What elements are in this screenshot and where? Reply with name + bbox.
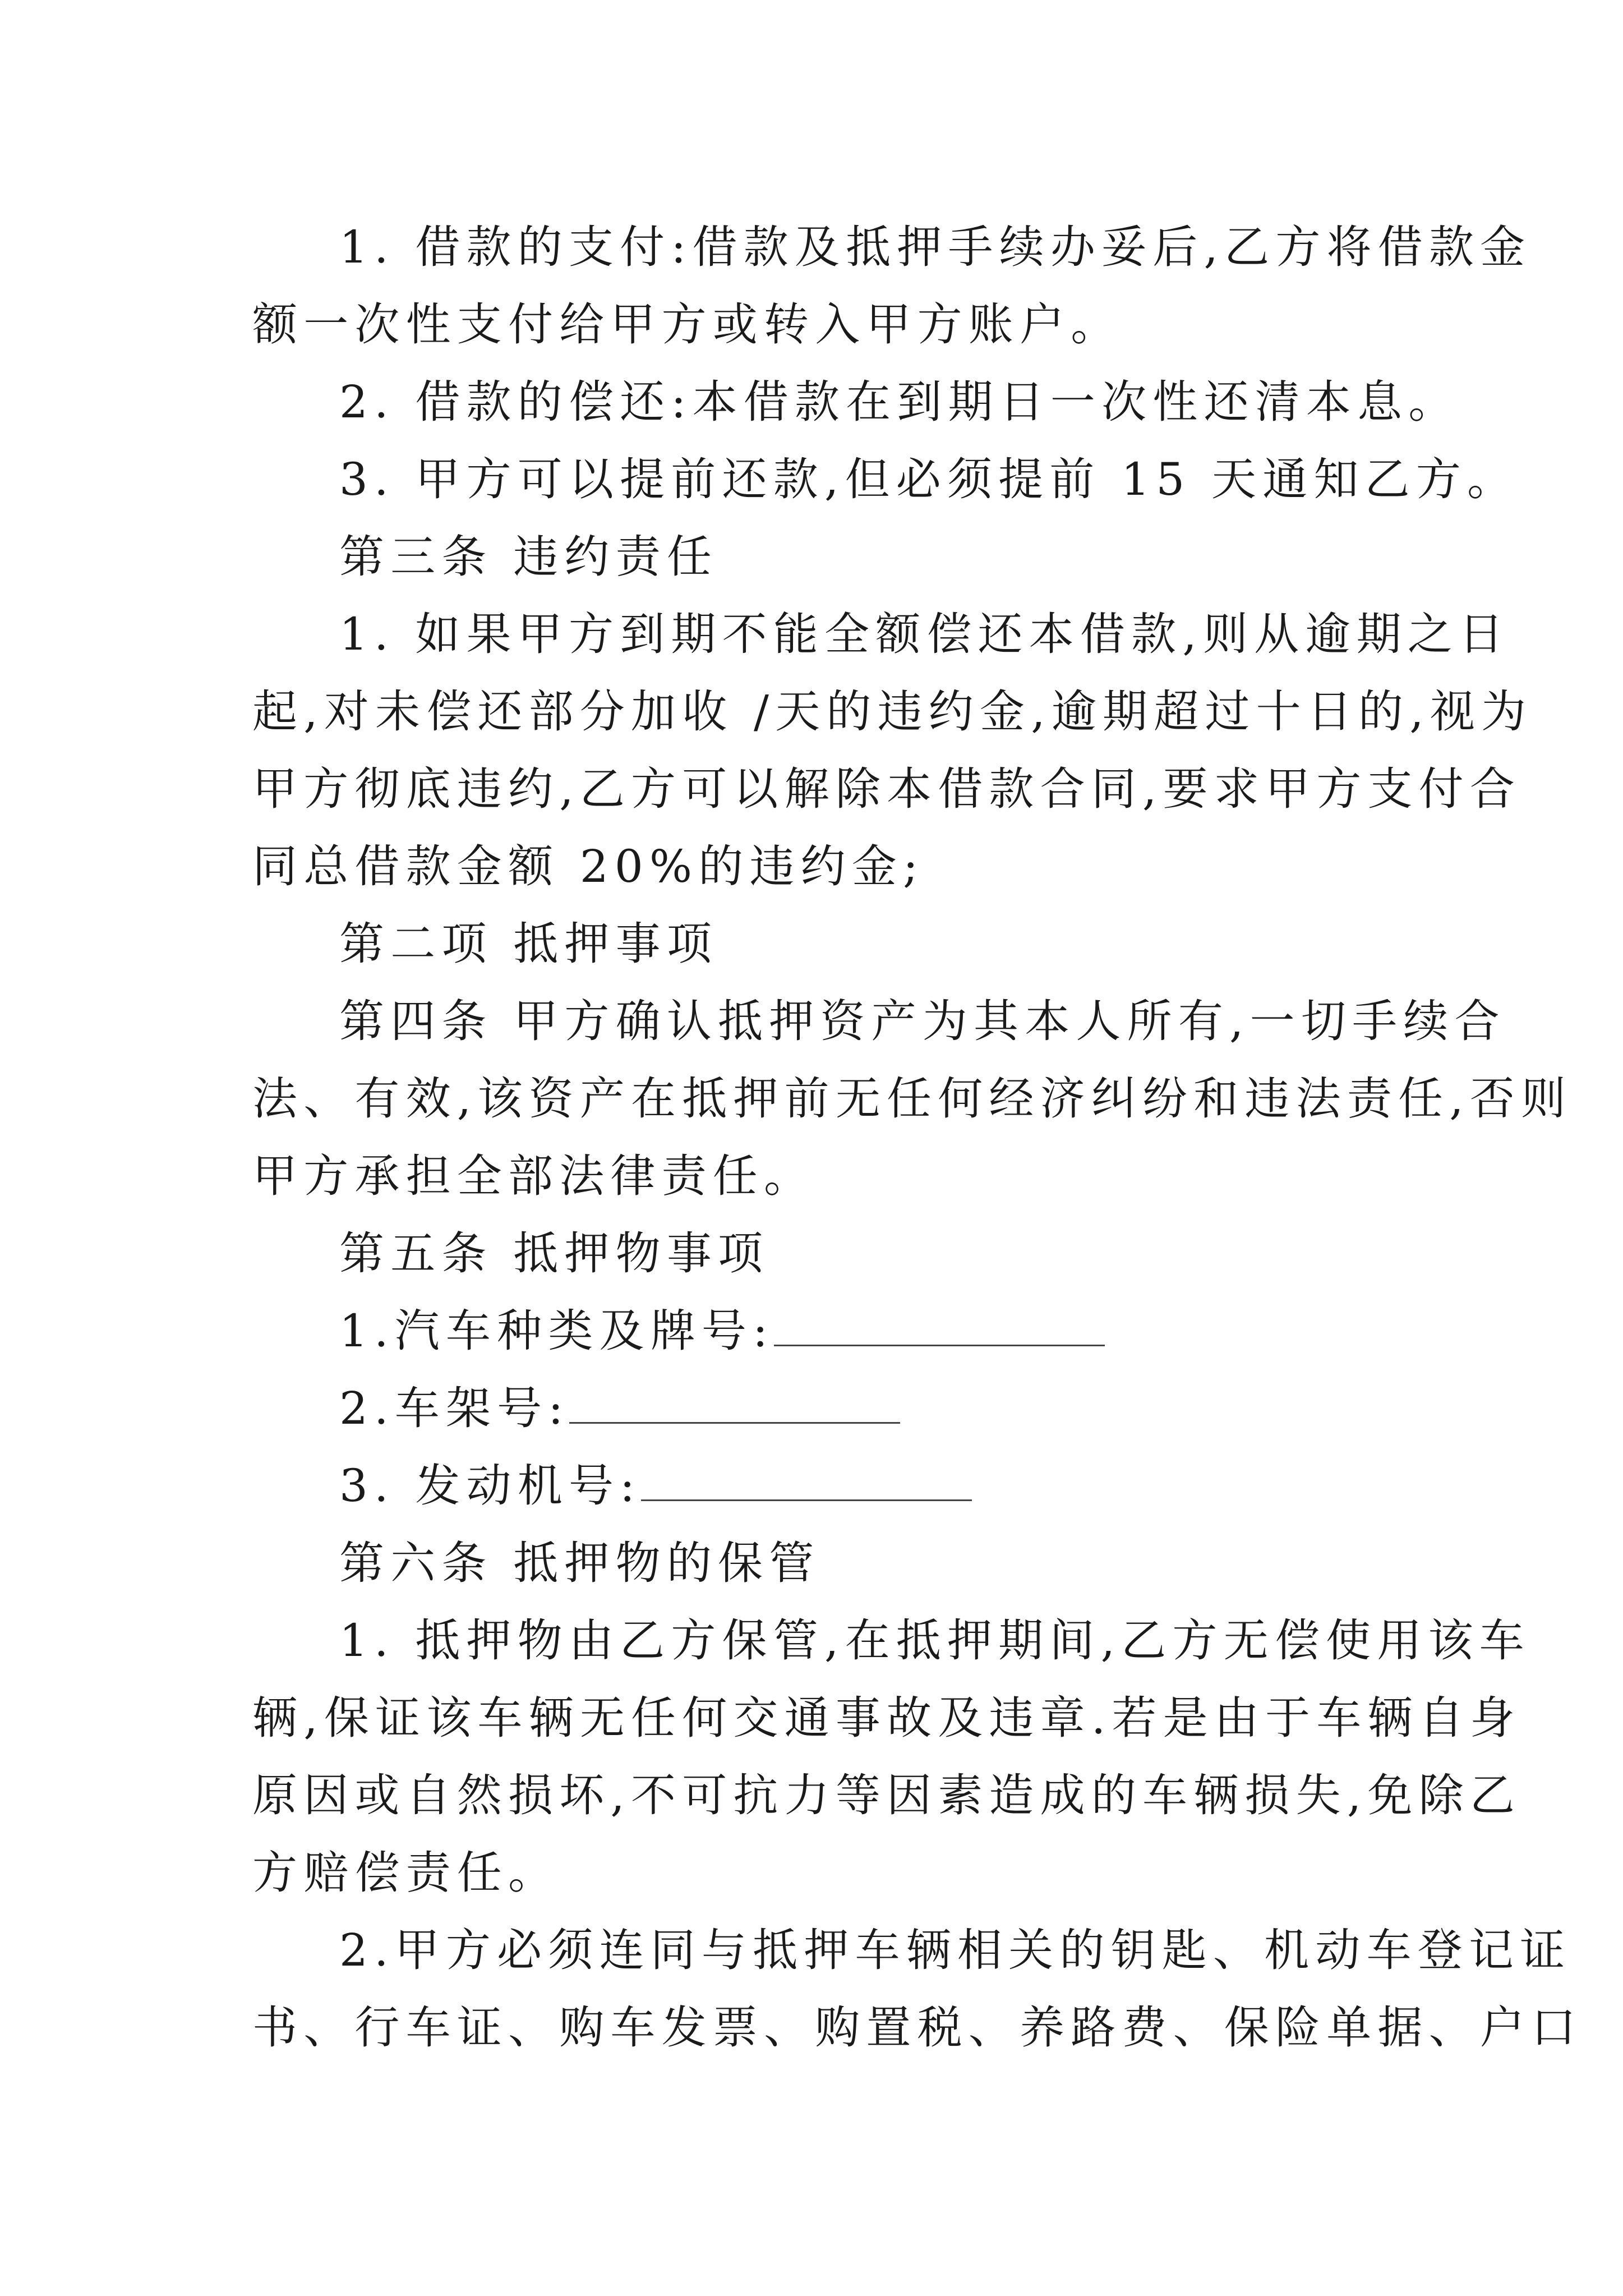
paragraph-line: 同总借款金额 20%的违约金; [252, 840, 925, 892]
paragraph-line: 法、有效,该资产在抵押前无任何经济纠纷和违法责任,否则 [252, 1073, 1573, 1125]
form-field-frame-number [252, 1370, 1385, 1447]
paragraph-line: 1. 借款的支付:借款及抵押手续办妥后,乙方将借款金 [339, 221, 1532, 273]
section-heading: 第三条 违约责任 [339, 531, 718, 583]
form-field-engine-number [252, 1447, 1385, 1525]
paragraph-line: 额一次性支付给甲方或转入甲方账户。 [252, 298, 1122, 351]
paragraph-line: 书、行车证、购车发票、购置税、养路费、保险单据、户口 [252, 2001, 1583, 2054]
field-label: 1.汽车种类及牌号: [339, 1305, 774, 1357]
section-heading: 第五条 抵押物事项 [339, 1227, 769, 1280]
paragraph-line: 辆,保证该车辆无任何交通事故及违章.若是由于车辆自身 [252, 1692, 1521, 1744]
section-heading: 第六条 抵押物的保管 [339, 1537, 820, 1589]
paragraph-line: 第四条 甲方确认抵押资产为其本人所有,一切手续合 [339, 995, 1506, 1047]
document-body [252, 209, 1583, 2067]
section-heading: 第二项 抵押事项 [339, 918, 718, 970]
paragraph-line: 方赔偿责任。 [252, 1847, 560, 1899]
blank-fill-line[interactable] [641, 1462, 972, 1501]
paragraph-line: 1. 抵押物由乙方保管,在抵押期间,乙方无偿使用该车 [339, 1614, 1530, 1667]
paragraph-line: 3. 甲方可以提前还款,但必须提前 15 天通知乙方。 [339, 453, 1519, 505]
paragraph-line: 甲方彻底违约,乙方可以解除本借款合同,要求甲方支付合 [252, 763, 1521, 815]
field-label: 3. 发动机号: [339, 1460, 642, 1512]
paragraph-line: 甲方承担全部法律责任。 [252, 1150, 815, 1202]
paragraph-line: 原因或自然损坏,不可抗力等因素造成的车辆损失,免除乙 [252, 1769, 1521, 1821]
form-field-vehicle-type [252, 1292, 1385, 1370]
blank-fill-line[interactable] [569, 1385, 900, 1424]
paragraph-line: 2. 借款的偿还:本借款在到期日一次性还清本息。 [339, 376, 1460, 428]
paragraph-line: 2.甲方必须连同与抵押车辆相关的钥匙、机动车登记证 [339, 1924, 1571, 1976]
paragraph-line: 起,对未偿还部分加收 /天的违约金,逾期超过十日的,视为 [252, 685, 1533, 738]
field-label: 2.车架号: [339, 1382, 570, 1434]
blank-fill-line[interactable] [774, 1308, 1105, 1346]
paragraph-line: 1. 如果甲方到期不能全额偿还本借款,则从逾期之日 [339, 608, 1510, 660]
